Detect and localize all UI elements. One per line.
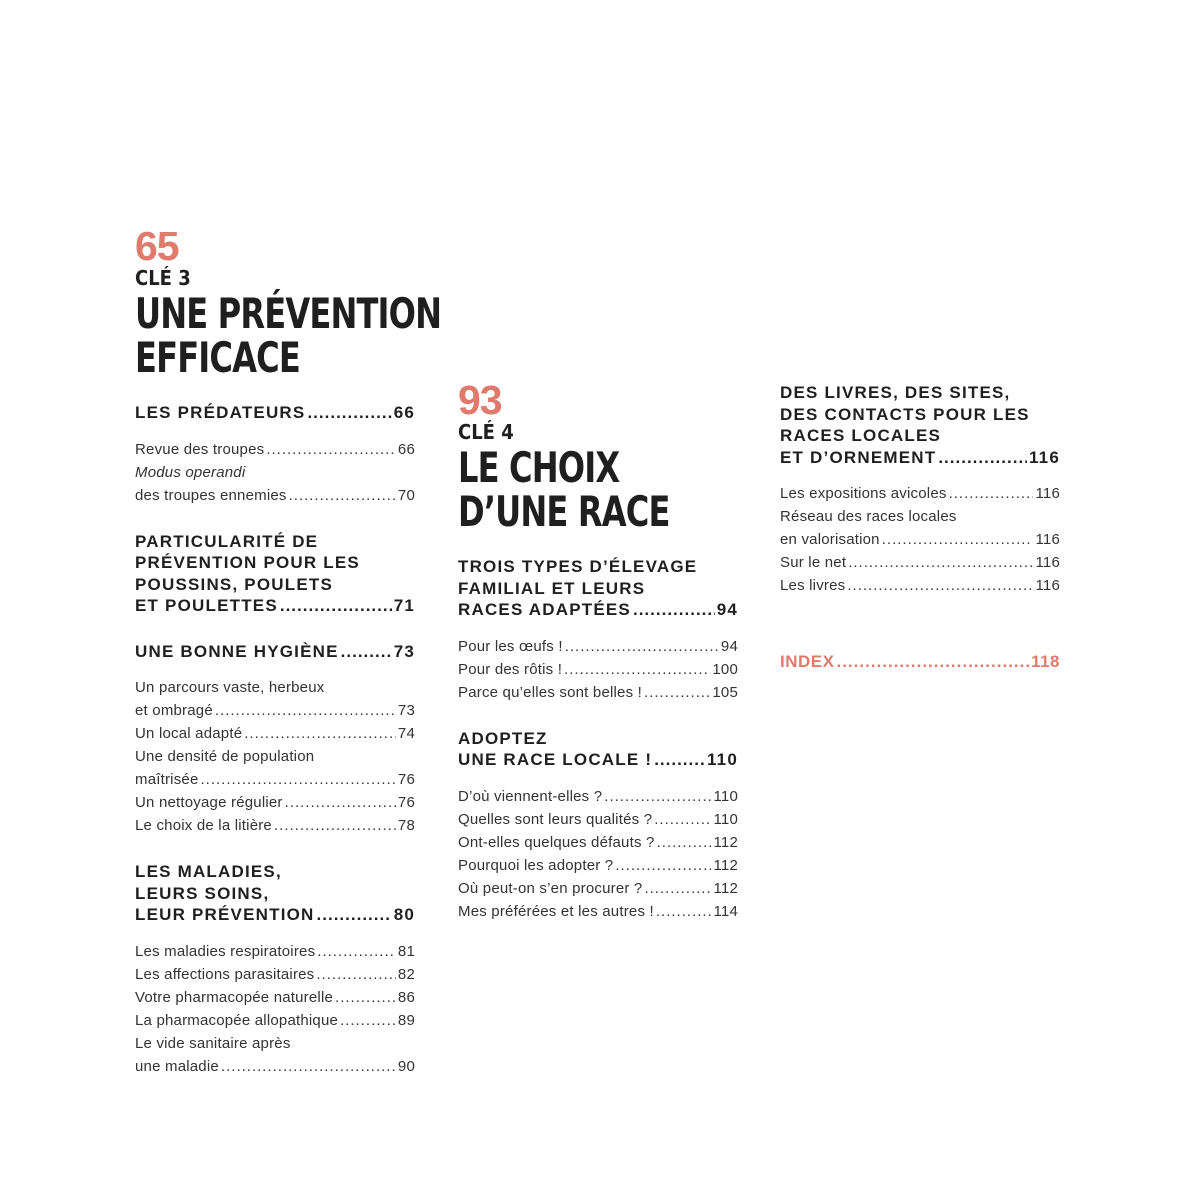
section-entries [458,785,738,923]
entry-label: Pour les œufs ! [458,637,563,655]
section-page: 110 [706,750,738,769]
toc-entry[interactable] [780,505,1060,551]
entry-row [135,1009,415,1032]
section-heading-row [458,599,738,621]
chapter-title: LE CHOIX D’UNE RACE [458,443,670,536]
toc-entry[interactable] [135,461,415,507]
entry-label: Pourquoi les adopter ? [458,856,614,874]
chapter-key-label: CLÉ 4 [458,420,514,444]
section-page: 116 [1028,447,1060,467]
entry-row [780,574,1060,597]
section-heading-row [135,402,415,424]
entry-page: 81 [397,942,415,960]
section-heading: ET POULETTES [135,596,278,615]
entry-row [780,482,1060,505]
section-heading-line: RACES LOCALES [780,426,942,445]
section-heading: UNE RACE LOCALE ! [458,750,653,769]
chapter-key-label: CLÉ 3 [135,266,191,290]
section-heading-line: LES MALADIES, [135,862,282,881]
entry-page: 105 [712,683,738,701]
entry-label: maîtrisée [135,771,199,788]
entry-page: 76 [397,794,415,811]
toc-entry[interactable] [458,900,738,923]
entry-page: 116 [1035,485,1060,502]
toc-entry[interactable] [458,808,738,831]
entry-row [135,438,415,461]
toc-section[interactable] [458,728,738,771]
entry-page: 114 [713,902,738,920]
chapter-start-page: 93 [458,377,502,423]
entry-label: La pharmacopée allopathique [135,1011,339,1029]
section-heading: ET D’ORNEMENT [780,447,937,467]
entry-row [458,900,738,923]
toc-entry[interactable] [780,482,1060,505]
toc-section[interactable] [135,861,415,926]
section-entries [135,676,415,837]
section-entries [135,438,415,507]
entry-label: et ombragé [135,702,213,719]
entry-page: 116 [1035,554,1060,571]
section-heading-row [135,641,415,663]
entry-page: 78 [397,817,415,834]
entry-row [458,877,738,900]
entry-label: Les expositions avicoles [780,485,947,502]
toc-entry[interactable] [458,681,738,704]
toc-entry[interactable] [458,854,738,877]
entry-label: des troupes ennemies [135,486,287,504]
entry-row [780,528,1060,551]
entry-row [135,722,415,745]
entry-label: Le choix de la litière [135,817,272,834]
section-page: 71 [393,596,415,615]
toc-entry[interactable] [135,1009,415,1032]
section-entries [780,482,1060,597]
entry-line: Réseau des races locales [780,508,957,525]
section-page: 94 [716,600,738,619]
entry-row [135,768,415,791]
entry-page: 116 [1035,531,1060,548]
entry-line: Un parcours vaste, herbeux [135,679,325,696]
entry-label: Les livres [780,577,846,594]
entry-row [135,699,415,722]
entry-line: Une densité de population [135,748,315,765]
entry-page: 112 [713,833,738,851]
entry-row [458,831,738,854]
toc-section[interactable] [135,531,415,617]
toc-entry[interactable] [135,676,415,722]
entry-page: 116 [1035,577,1060,594]
entry-page: 90 [397,1057,415,1075]
toc-entry[interactable] [458,785,738,808]
entry-label: Où peut-on s’en procurer ? [458,879,643,897]
entry-row [458,681,738,704]
section-page: 80 [393,905,415,924]
section-page: 66 [393,403,415,422]
toc-entry[interactable] [135,963,415,986]
entry-page: 74 [397,725,415,742]
entry-label: en valorisation [780,531,880,548]
entry-line: Le vide sanitaire après [135,1034,291,1052]
index-page: 118 [1031,652,1060,671]
entry-label: Revue des troupes [135,440,265,458]
entry-row [458,785,738,808]
entry-page: 76 [397,771,415,788]
toc-column-key-4 [458,377,738,923]
section-page: 73 [393,641,415,661]
entry-page: 100 [712,660,738,678]
section-heading-line: POUSSINS, POULETS [135,574,333,594]
section-heading-row [135,595,415,617]
entry-line: Modus operandi [135,463,246,481]
section-entries [458,635,738,704]
section-heading-row [458,749,738,771]
section-heading-line: DES CONTACTS POUR LES [780,404,1030,424]
entry-label: Sur le net [780,554,847,571]
chapter-start-page: 65 [135,223,179,269]
entry-label: Parce qu’elles sont belles ! [458,683,643,701]
entry-row [780,551,1060,574]
entry-row [135,940,415,963]
section-heading-line: DES LIVRES, DES SITES, [780,383,1011,402]
entry-page: 112 [713,879,738,897]
toc-entry[interactable] [135,791,415,814]
toc-entry[interactable] [458,635,738,658]
entry-page: 66 [397,440,415,458]
section-heading: LEUR PRÉVENTION [135,905,315,924]
chapter-title: UNE PRÉVENTION EFFICACE [135,289,442,382]
index-label: INDEX [780,652,835,671]
entry-label: D’où viennent-elles ? [458,787,603,805]
entry-label: Un nettoyage régulier [135,794,283,811]
entry-row [458,635,738,658]
toc-entry[interactable] [780,551,1060,574]
entry-page: 82 [397,965,415,983]
entry-label: Les maladies respiratoires [135,942,316,960]
toc-entry[interactable] [135,940,415,963]
entry-label: Un local adapté [135,725,243,742]
section-entries [135,940,415,1078]
section-heading: RACES ADAPTÉES [458,600,631,619]
section-heading-row [780,447,1060,469]
section-heading-line: ADOPTEZ [458,728,548,748]
entry-page: 110 [713,787,738,805]
entry-row [458,658,738,681]
entry-row [135,963,415,986]
section-heading-row [135,904,415,926]
entry-label: une maladie [135,1057,219,1075]
toc-column-resources [780,382,1060,673]
section-heading-line: PARTICULARITÉ DE [135,531,319,551]
section-heading-line: FAMILIAL ET LEURS [458,578,646,598]
entry-page: 89 [397,1011,415,1029]
entry-row [458,854,738,877]
index-entry[interactable] [780,651,1060,673]
toc-section[interactable] [458,556,738,621]
toc-entry[interactable] [135,986,415,1009]
entry-page: 110 [713,810,738,828]
toc-entry[interactable] [135,722,415,745]
entry-label: Quelles sont leurs qualités ? [458,810,653,828]
entry-page: 70 [397,486,415,504]
entry-row [135,484,415,507]
toc-entry[interactable] [780,574,1060,597]
section-heading: LES PRÉDATEURS [135,403,306,422]
entry-label: Ont-elles quelques défauts ? [458,833,655,851]
toc-section[interactable] [135,641,415,663]
entry-label: Mes préférées et les autres ! [458,902,654,920]
toc-entry[interactable] [135,438,415,461]
entry-page: 112 [713,856,738,874]
toc-column-key-3 [135,223,442,1078]
toc-entry[interactable] [135,745,415,791]
entry-row [135,1055,415,1078]
entry-label: Votre pharmacopée naturelle [135,988,334,1006]
entry-row [135,791,415,814]
toc-entry[interactable] [458,877,738,900]
toc-entry[interactable] [458,831,738,854]
section-heading: UNE BONNE HYGIÈNE [135,641,339,661]
toc-section[interactable] [135,402,415,424]
toc-entry[interactable] [135,814,415,837]
entry-row [135,986,415,1009]
toc-entry[interactable] [135,1032,415,1078]
section-heading-line: LEURS SOINS, [135,883,270,903]
entry-page: 73 [397,702,415,719]
section-heading-line: TROIS TYPES D’ÉLEVAGE [458,557,698,576]
entry-page: 86 [397,988,415,1006]
toc-section[interactable] [780,382,1060,468]
section-heading-line: PRÉVENTION POUR LES [135,553,360,572]
entry-label: Les affections parasitaires [135,965,315,983]
entry-row [458,808,738,831]
entry-page: 94 [720,637,738,655]
entry-row [135,814,415,837]
toc-entry[interactable] [458,658,738,681]
entry-label: Pour des rôtis ! [458,660,563,678]
